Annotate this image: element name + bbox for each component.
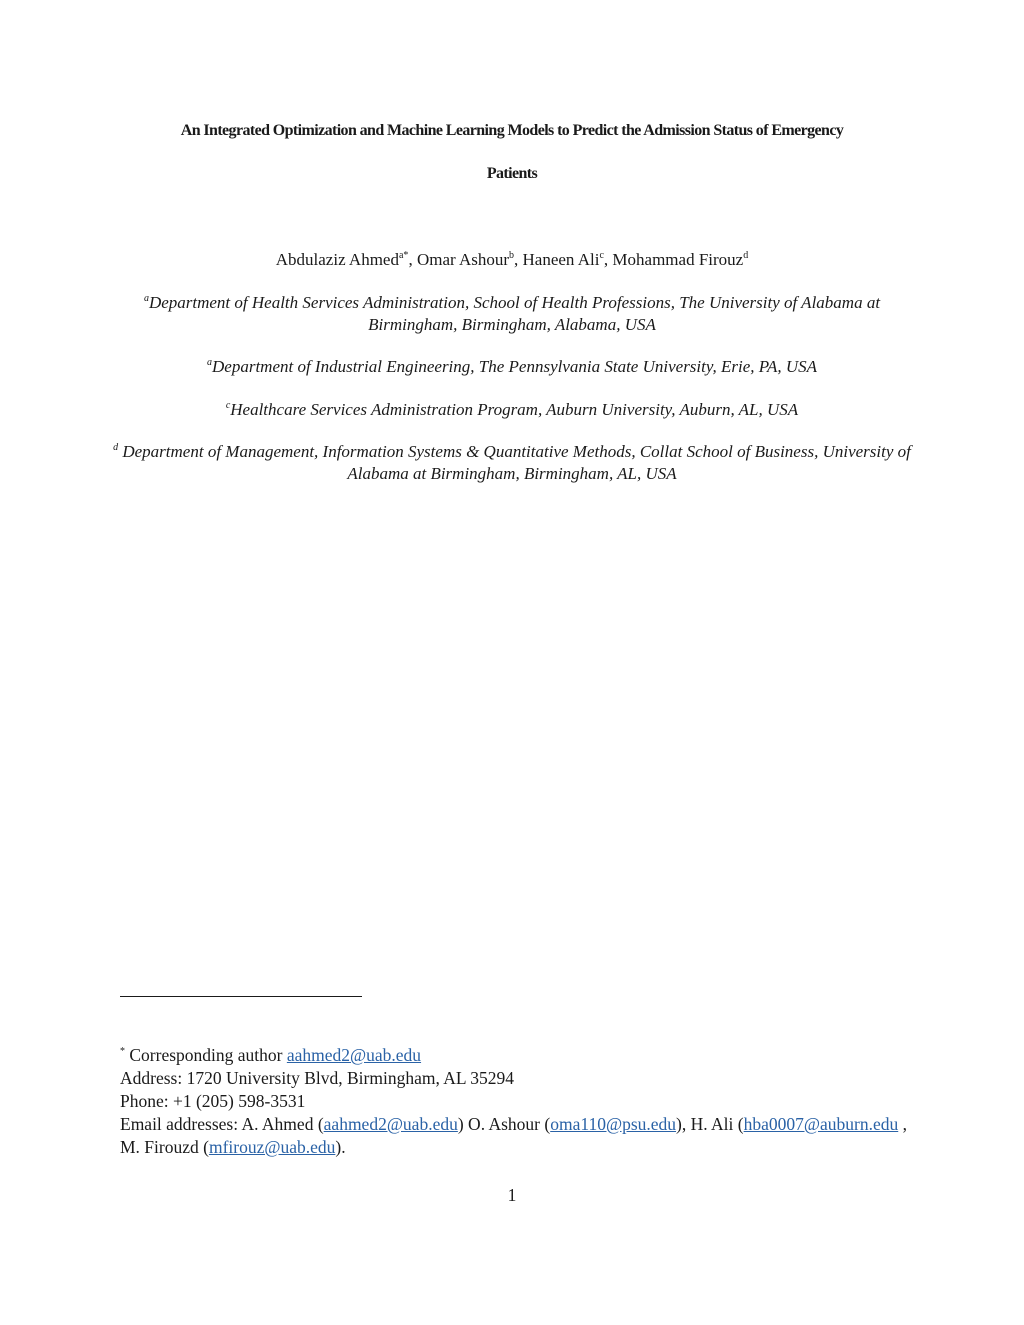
author-affiliation-marker: a* bbox=[398, 250, 409, 261]
author-name: Abdulaziz Ahmed bbox=[275, 250, 399, 269]
author-affiliation-marker: b bbox=[509, 250, 515, 261]
affiliation-marker: a bbox=[207, 357, 212, 368]
email-addresses bbox=[120, 1113, 910, 1159]
author-name: Omar Ashour bbox=[416, 250, 510, 269]
footnote bbox=[120, 1044, 910, 1159]
author-name: Mohammad Firouz bbox=[612, 250, 744, 269]
corresponding-email-link[interactable]: aahmed2@uab.edu bbox=[286, 1045, 422, 1065]
affiliation bbox=[110, 356, 914, 378]
corresponding-author-label: Corresponding author bbox=[125, 1045, 287, 1065]
affiliation-text: Healthcare Services Administration Program, Auburn University, Auburn, AL, USA bbox=[230, 400, 799, 419]
email-link-ali[interactable]: hba0007@auburn.edu bbox=[743, 1114, 899, 1134]
author-name: Haneen Ali bbox=[522, 250, 600, 269]
affiliation-text: Department of Health Services Administration, School of Health Professions, The University of Alabama at Birmingham, Birmingham, Alabama, USA bbox=[148, 293, 881, 334]
address-line: Address: 1720 University Blvd, Birmingham, AL 35294 bbox=[120, 1068, 515, 1088]
author-list bbox=[0, 250, 1024, 270]
email-separator: ) O. Ashour ( bbox=[457, 1114, 551, 1134]
author-separator: , bbox=[514, 250, 523, 269]
affiliation-marker: c bbox=[225, 400, 231, 411]
affiliation bbox=[110, 441, 914, 485]
author-affiliation-marker: c bbox=[599, 250, 604, 261]
paper-title-line-1: An Integrated Optimization and Machine Learning Models to Predict the Admission Status of Emergency bbox=[180, 122, 844, 139]
affiliation-marker: d bbox=[113, 442, 119, 453]
affiliation-text: Department of Management, Information Systems & Quantitative Methods, Collat School of Business, University of Alabama at Birmingham, Birmingham, AL, USA bbox=[118, 442, 911, 483]
email-separator: ), H. Ali ( bbox=[676, 1114, 744, 1134]
author-affiliation-marker: d bbox=[743, 250, 749, 261]
footnote-divider bbox=[120, 996, 362, 997]
author-separator: , bbox=[603, 250, 613, 269]
email-link-firouz[interactable]: mfirouz@uab.edu bbox=[208, 1137, 336, 1157]
email-link-ashour[interactable]: oma110@psu.edu bbox=[550, 1114, 677, 1134]
author-separator: , bbox=[408, 250, 417, 269]
corresponding-author-line bbox=[120, 1044, 910, 1067]
phone-line: Phone: +1 (205) 598-3531 bbox=[120, 1091, 306, 1111]
email-separator: , M. Firouzd ( bbox=[120, 1114, 907, 1157]
email-link-ahmed[interactable]: aahmed2@uab.edu bbox=[323, 1114, 458, 1134]
email-end: ). bbox=[335, 1137, 346, 1157]
affiliation-marker: a bbox=[143, 293, 149, 304]
email-addresses-label: Email addresses: A. Ahmed ( bbox=[120, 1114, 324, 1134]
affiliation bbox=[110, 292, 914, 336]
affiliation-text: Department of Industrial Engineering, The Pennsylvania State University, Erie, PA, USA bbox=[212, 357, 817, 376]
affiliation bbox=[110, 399, 914, 421]
page-number: 1 bbox=[507, 1185, 517, 1205]
paper-title-line-2: Patients bbox=[486, 165, 538, 182]
footnote-marker: * bbox=[120, 1046, 125, 1057]
